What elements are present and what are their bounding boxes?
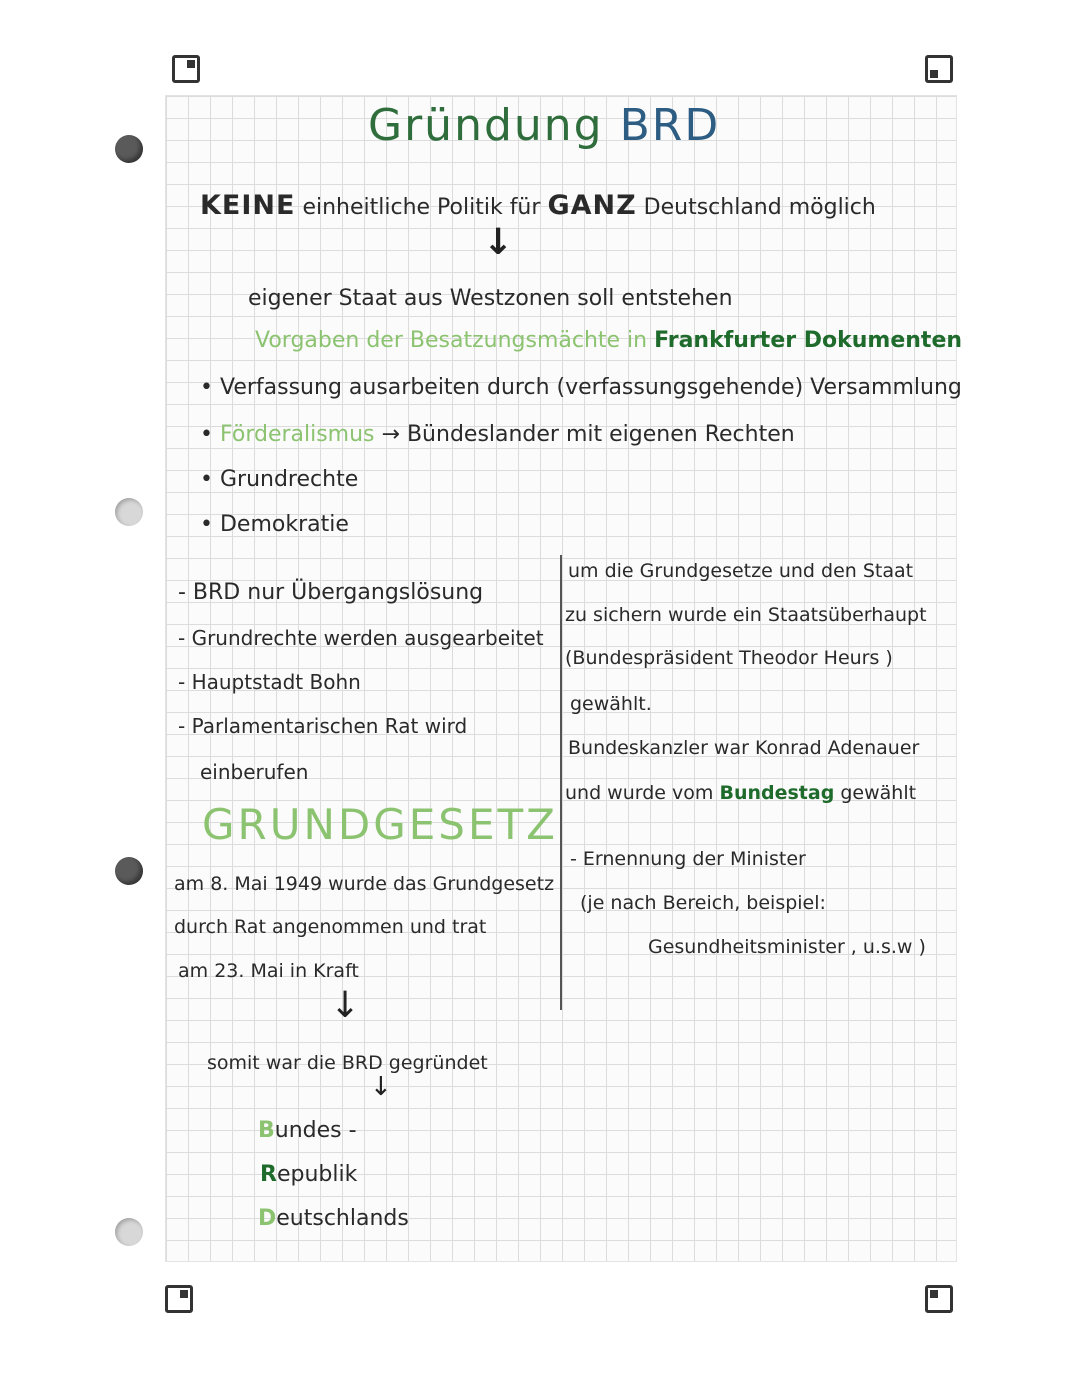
right-line-4: gewählt. bbox=[570, 693, 652, 715]
vorgaben-green: Vorgaben der Besatzungsmächte in bbox=[255, 328, 648, 353]
down-arrow-icon: ↓ bbox=[370, 1072, 392, 1102]
scan-corner-marker-bottom-right bbox=[925, 1285, 953, 1313]
left-item-2: - Grundrechte werden ausgearbeitet bbox=[178, 626, 544, 650]
title-gruendung: Gründung bbox=[368, 100, 604, 151]
right-line-6 bbox=[565, 782, 916, 804]
initial-d: D bbox=[258, 1206, 277, 1231]
right-line-5: Bundeskanzler war Konrad Adenauer bbox=[568, 737, 920, 759]
scan-corner-marker-bottom-left bbox=[165, 1285, 193, 1313]
grundgesetz-heading: GRUNDGESETZ bbox=[202, 800, 558, 849]
column-divider bbox=[560, 555, 562, 1010]
initial-r: R bbox=[260, 1162, 277, 1187]
title-brd: BRD bbox=[619, 100, 721, 151]
bullet-demokratie: • Demokratie bbox=[200, 512, 349, 537]
vorgaben-line bbox=[255, 328, 962, 353]
right-line-1: um die Grundgesetze und den Staat bbox=[568, 560, 914, 582]
foederalismus-green: Förderalismus bbox=[219, 422, 375, 447]
somit-line: somit war die BRD gegründet bbox=[207, 1052, 488, 1074]
brd-republik bbox=[260, 1162, 357, 1187]
gg-line-1: am 8. Mai 1949 wurde das Grundgesetz bbox=[174, 873, 555, 895]
right-line-6-end: gewählt bbox=[840, 782, 917, 804]
right-line-2: zu sichern wurde ein Staatsüberhaupt bbox=[565, 604, 927, 626]
page-title bbox=[368, 100, 720, 151]
brd-deutschlands bbox=[258, 1206, 409, 1231]
bullet-verfassung: • Verfassung ausarbeiten durch (verfassungsgehende) Versammlung bbox=[200, 375, 962, 400]
intro-end: Deutschland möglich bbox=[643, 195, 876, 220]
punch-hole bbox=[115, 1218, 143, 1246]
left-item-3: - Hauptstadt Bohn bbox=[178, 670, 361, 694]
scan-corner-marker-top-left bbox=[172, 55, 200, 83]
down-arrow-icon: ↓ bbox=[483, 222, 514, 263]
gg-line-3: am 23. Mai in Kraft bbox=[178, 960, 359, 982]
keine-word: KEINE bbox=[200, 190, 296, 221]
left-item-5: einberufen bbox=[200, 760, 309, 784]
bullet-grundrechte: • Grundrechte bbox=[200, 467, 358, 492]
right-line-9: Gesundheitsminister , u.s.w ) bbox=[648, 936, 926, 958]
bullet-foederalismus: • Förderalismus → Bündeslander mit eigenen Rechten bbox=[200, 422, 795, 447]
gg-line-2: durch Rat angenommen und trat bbox=[174, 916, 487, 938]
republik-rest: epublik bbox=[276, 1162, 358, 1187]
punch-hole bbox=[115, 857, 143, 885]
left-item-1: - BRD nur Übergangslösung bbox=[178, 580, 484, 605]
punch-hole bbox=[115, 135, 143, 163]
foederalismus-rest: → Bündeslander mit eigenen Rechten bbox=[381, 422, 795, 447]
right-line-3: (Bundespräsident Theodor Heurs ) bbox=[565, 647, 893, 669]
scan-corner-marker-top-right bbox=[925, 55, 953, 83]
ganz-word: GANZ bbox=[547, 190, 637, 221]
intro-mid: einheitliche Politik für bbox=[302, 195, 541, 220]
vorgaben-dark: Frankfurter Dokumenten bbox=[654, 328, 963, 353]
right-line-6-start: und wurde vom bbox=[565, 782, 714, 804]
bundestag-green: Bundestag bbox=[719, 782, 835, 804]
deutschlands-rest: eutschlands bbox=[276, 1206, 409, 1231]
bundes-rest: undes - bbox=[274, 1118, 357, 1143]
right-line-7: - Ernennung der Minister bbox=[570, 848, 806, 870]
right-line-8: (je nach Bereich, beispiel: bbox=[580, 892, 826, 914]
intro-line bbox=[200, 190, 876, 221]
punch-hole bbox=[115, 498, 143, 526]
initial-b: B bbox=[258, 1118, 275, 1143]
left-item-4: - Parlamentarischen Rat wird bbox=[178, 714, 468, 738]
down-arrow-icon: ↓ bbox=[330, 985, 361, 1026]
staat-line: eigener Staat aus Westzonen soll entstehen bbox=[248, 286, 733, 311]
brd-bundes bbox=[258, 1118, 357, 1143]
